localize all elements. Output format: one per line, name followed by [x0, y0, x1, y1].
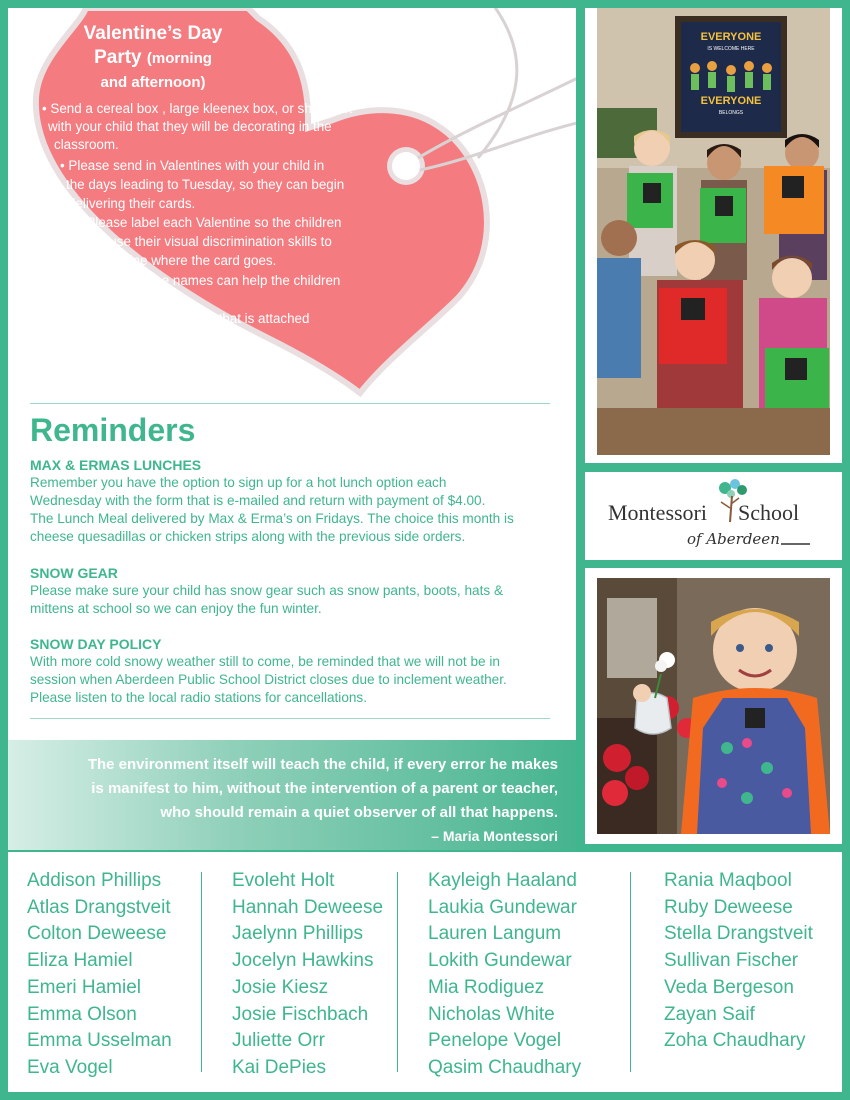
student-name: Rania Maqbool [664, 870, 792, 891]
reminder-heading: SNOW GEAR [30, 565, 118, 581]
student-name: Kayleigh Haaland [428, 870, 577, 891]
quote-line: The environment itself will teach the child, if every error he makes [87, 756, 558, 773]
valentine-bullet-line: • Send a cereal box , large kleenex box, or shoe box [42, 101, 352, 116]
poster-text: IS WELCOME HERE [707, 46, 755, 52]
logo-graphic [585, 472, 842, 560]
children-valentines-photo [597, 8, 830, 455]
student-name: Colton Deweese [27, 923, 167, 945]
student-name: Nicholas White [428, 1003, 555, 1025]
reminder-body: Please make sure your child has snow gear such as snow pants, boots, hats & mittens at school so we can enjoy the fun winter. [30, 583, 504, 616]
quote-box [8, 740, 576, 850]
student-name: Eva Vogel [27, 1056, 113, 1078]
class-list-column [27, 868, 172, 1082]
divider [30, 403, 550, 404]
student-name: Veda Bergeson [664, 976, 794, 998]
class-list-column [428, 868, 581, 1082]
student-name: Evoleht Holt [232, 870, 335, 891]
student-name: Laukia Gundewar [428, 896, 577, 918]
photo-illustration [597, 578, 830, 834]
student-name: Addison Phillips [27, 870, 162, 891]
reminder-heading: SNOW DAY POLICY [30, 636, 162, 652]
logo-name-left: Montessori [608, 500, 707, 525]
student-name: Eliza Hamiel [27, 950, 133, 972]
quote-line: is manifest to him, without the intervention of a parent or teacher, [91, 780, 558, 797]
reminder-heading: MAX & ERMAS LUNCHES [30, 457, 202, 473]
student-name: Qasim Chaudhary [428, 1056, 582, 1078]
poster-text: EVERYONE [700, 95, 762, 107]
tag-string [418, 68, 576, 158]
valentine-bullet-line: • Please send in Valentines with your child in [60, 158, 325, 173]
school-logo [585, 472, 842, 560]
valentine-title-line2: Party (morning [94, 47, 212, 68]
student-name: Mia Rodiguez [428, 976, 545, 998]
reminder-body: Remember you have the option to sign up for a hot lunch option each Wednesday with the form that is e-mailed and return with payment of $4.00. The Lunch Meal delivered by Max & Erma’s on Fridays. The choice this month is cheese quesadillas or chicken strips along with the previous side orders. [30, 475, 514, 544]
student-name: Atlas Drangstveit [27, 896, 171, 918]
valentine-bullet-line: • Please label each Valentine so the children [78, 215, 342, 230]
valentine-bullet-line: below. [112, 329, 150, 344]
class-list [8, 852, 842, 1092]
photo-panel-top [585, 8, 842, 463]
reminder-body: With more cold snowy weather still to come, be reminded that we will not be in session when Aberdeen Public School District closes due to inclement weather. Please listen to the local radio stations for cancellations. [30, 654, 507, 705]
quote-line: who should remain a quiet observer of all that happens. [160, 804, 558, 821]
quote-author: – Maria Montessori [431, 828, 558, 844]
column-divider [630, 872, 631, 1072]
main-panel [8, 8, 576, 850]
student-name: Hannah Deweese [232, 896, 384, 918]
student-name: Zayan Saif [664, 1003, 755, 1025]
valentine-bullet-line: to write them. [100, 292, 181, 307]
poster-text: BELONGS [718, 110, 744, 116]
tag-string [478, 8, 517, 158]
valentine-bullet-line: delivering their cards. [68, 196, 196, 211]
valentine-title-line3: and afternoon) [100, 74, 206, 91]
poster-text: EVERYONE [700, 31, 762, 43]
divider [30, 718, 550, 719]
class-list-column [232, 868, 383, 1082]
reminders-title: Reminders [30, 412, 196, 448]
student-name: Emma Olson [27, 1003, 137, 1025]
student-name: Jocelyn Hawkins [232, 950, 374, 972]
valentine-bullet-line: determine where the card goes. [88, 253, 277, 268]
student-name: Lokith Gundewar [428, 950, 572, 972]
student-name: Zoha Chaudhary [664, 1030, 806, 1052]
valentine-bullet-line: classroom. [54, 137, 119, 152]
column-divider [397, 872, 398, 1072]
student-name: Josie Kiesz [232, 976, 329, 998]
photo-panel-bottom [585, 568, 842, 844]
boy-flower-vase-photo [597, 578, 830, 834]
student-name: Josie Fischbach [232, 1003, 369, 1025]
logo-name-right: School [738, 500, 800, 525]
student-name: Emma Usselman [27, 1030, 172, 1052]
photo-illustration [597, 8, 830, 455]
column-divider [201, 872, 202, 1072]
student-name: Kai DePies [232, 1056, 326, 1078]
student-name: Lauren Langum [428, 923, 562, 945]
valentine-title-line1: Valentine’s Day [83, 23, 223, 44]
valentine-bullet-line: the days leading to Tuesday, so they can begin [66, 177, 345, 192]
student-name: Stella Drangstveit [664, 923, 813, 945]
student-name: Jaelynn Phillips [232, 923, 363, 945]
valentine-bullet-line: • Dotting the names can help the children [96, 273, 341, 288]
student-name: Emeri Hamiel [27, 976, 142, 998]
valentine-bullet-line: • See the class list that is attached [106, 311, 310, 326]
logo-tagline: of Aberdeen [687, 530, 780, 548]
student-name: Ruby Deweese [664, 896, 793, 918]
student-name: Penelope Vogel [428, 1030, 562, 1052]
student-name: Sullivan Fischer [664, 950, 799, 972]
valentine-bullet-line: with your child that they will be decorating in the [48, 119, 332, 134]
tag-hole [392, 152, 420, 180]
valentine-title [38, 22, 268, 95]
student-name: Juliette Orr [232, 1030, 325, 1052]
class-list-column [664, 868, 813, 1055]
valentine-bullet-line: can use their visual discrimination skills to [84, 234, 332, 249]
